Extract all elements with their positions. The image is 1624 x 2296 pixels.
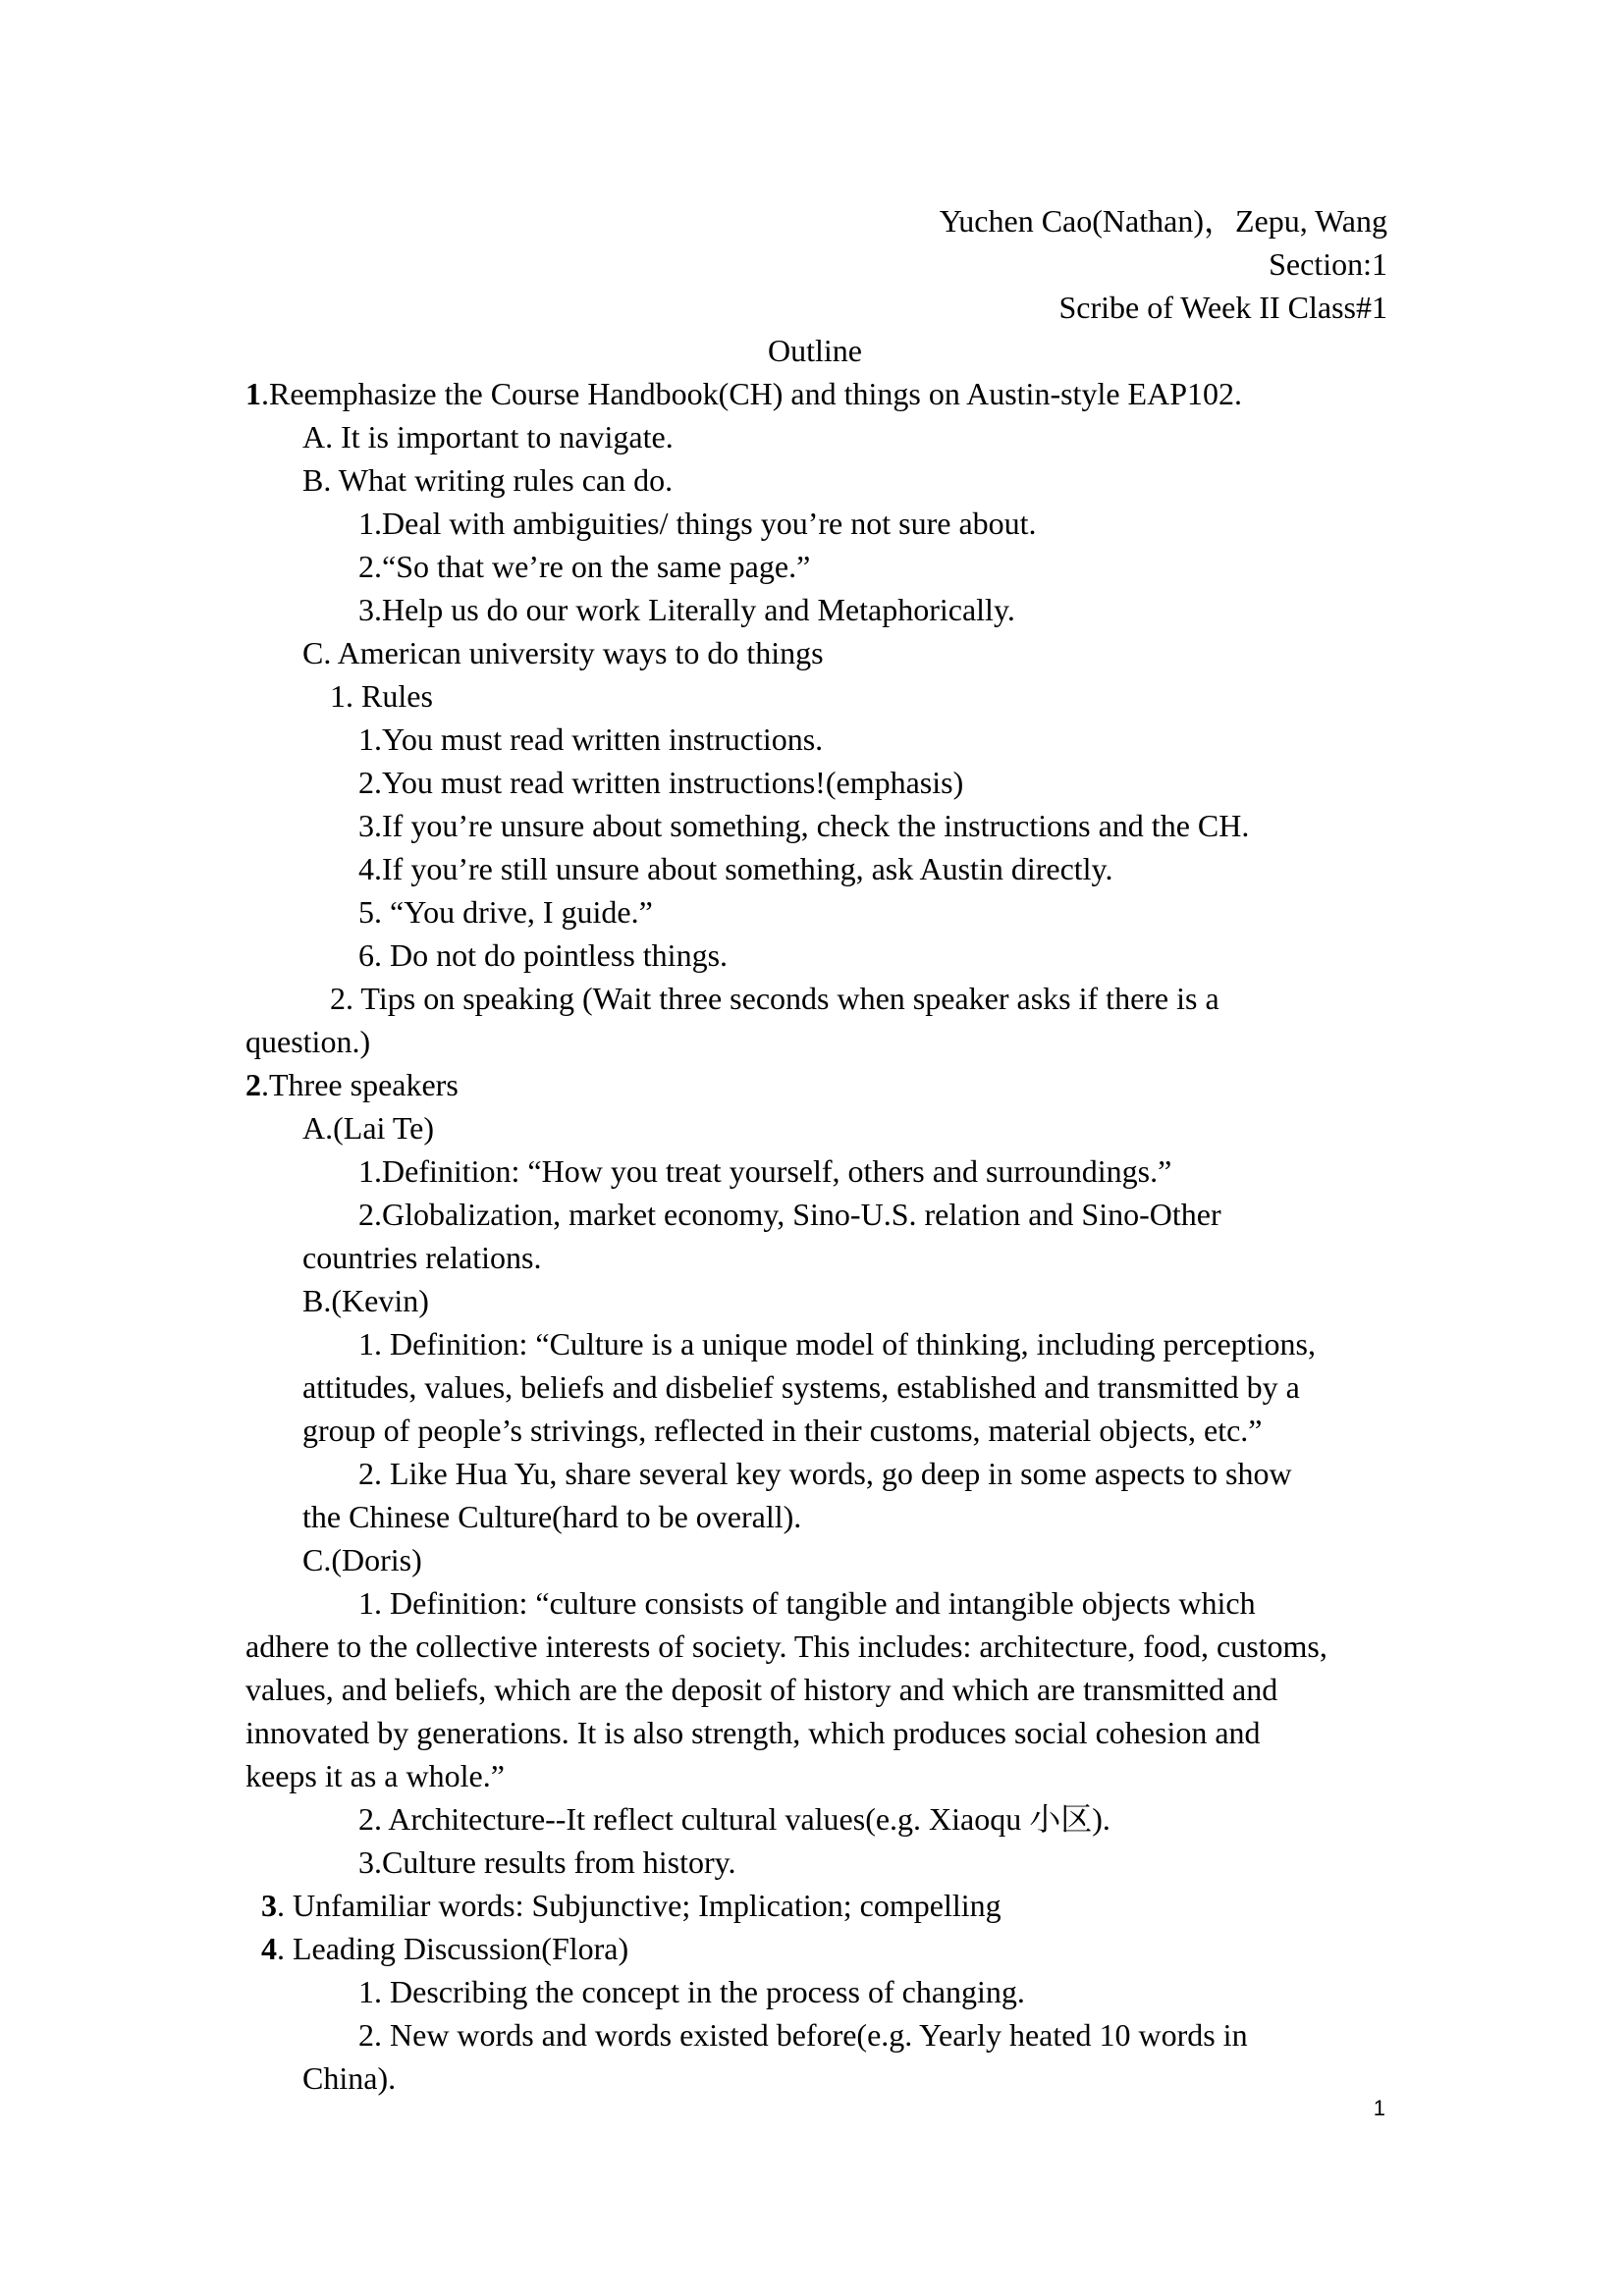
outline-item: question.)	[245, 1024, 371, 1059]
outline-item: 1. Definition: “Culture is a unique model of thinking, including perceptions,	[358, 1326, 1316, 1362]
outline-item: 2. Like Hua Yu, share several key words, go deep in some aspects to show	[358, 1456, 1292, 1491]
outline-item: 2. Tips on speaking (Wait three seconds when speaker asks if there is a	[330, 981, 1219, 1016]
outline-item: 4.If you’re still unsure about something, ask Austin directly.	[358, 851, 1113, 886]
page-number: 1	[1373, 2096, 1385, 2120]
outline-item: 5. “You drive, I guide.”	[358, 894, 653, 930]
outline-item: 1.Definition: “How you treat yourself, others and surroundings.”	[358, 1153, 1172, 1189]
outline-item: 1. Rules	[330, 678, 433, 714]
outline-item: C.(Doris)	[302, 1542, 422, 1577]
heading-number: 4	[261, 1931, 277, 1966]
outline-heading-2: 2.Three speakers	[245, 1067, 459, 1102]
outline-item: China).	[302, 2060, 397, 2096]
outline-heading-4: 4. Leading Discussion(Flora)	[261, 1931, 629, 1966]
outline-item: 3.Help us do our work Literally and Metaphorically.	[358, 592, 1015, 627]
heading-number: 2	[245, 1067, 261, 1102]
outline-item: C. American university ways to do things	[302, 635, 824, 670]
outline-heading-3: 3. Unfamiliar words: Subjunctive; Implication; compelling	[261, 1888, 1001, 1923]
outline-item: the Chinese Culture(hard to be overall).	[302, 1499, 802, 1534]
outline-item: values, and beliefs, which are the deposit of history and which are transmitted and	[245, 1672, 1278, 1707]
page-title: Outline	[768, 333, 862, 368]
outline-item: 2. New words and words existed before(e.g. Yearly heated 10 words in	[358, 2017, 1248, 2053]
outline-item: innovated by generations. It is also strength, which produces social cohesion and	[245, 1715, 1261, 1750]
outline-item: group of people’s strivings, reflected in their customs, material objects, etc.”	[302, 1413, 1263, 1448]
outline-heading-1: 1.Reemphasize the Course Handbook(CH) and things on Austin-style EAP102.	[245, 376, 1242, 411]
section-line: Section:1	[1269, 246, 1387, 282]
outline-item: B.(Kevin)	[302, 1283, 429, 1318]
author-line: Yuchen Cao(Nathan)，Zepu, Wang	[939, 203, 1387, 239]
outline-item: 1.Deal with ambiguities/ things you’re not sure about.	[358, 506, 1037, 541]
outline-item: 3.If you’re unsure about something, check the instructions and the CH.	[358, 808, 1250, 843]
scribe-line: Scribe of Week II Class#1	[1058, 290, 1387, 325]
outline-item: A.(Lai Te)	[302, 1110, 434, 1146]
outline-item: 2.Globalization, market economy, Sino-U.S. relation and Sino-Other	[358, 1197, 1221, 1232]
heading-number: 3	[261, 1888, 277, 1923]
outline-item: 1. Definition: “culture consists of tangible and intangible objects which	[358, 1585, 1256, 1621]
heading-number: 1	[245, 376, 261, 411]
outline-item: keeps it as a whole.”	[245, 1758, 505, 1793]
outline-item: 6. Do not do pointless things.	[358, 937, 729, 973]
outline-item: 2.You must read written instructions!(emphasis)	[358, 765, 964, 800]
outline-item: 3.Culture results from history.	[358, 1844, 736, 1880]
outline-item: A. It is important to navigate.	[302, 419, 674, 454]
outline-item: attitudes, values, beliefs and disbelief systems, established and transmitted by a	[302, 1369, 1300, 1405]
outline-item: 1. Describing the concept in the process of changing.	[358, 1974, 1025, 2009]
outline-item: B. What writing rules can do.	[302, 462, 674, 498]
outline-item: 2.“So that we’re on the same page.”	[358, 549, 811, 584]
outline-item: adhere to the collective interests of society. This includes: architecture, food, customs,	[245, 1629, 1327, 1664]
outline-item: 2. Architecture--It reflect cultural values(e.g. Xiaoqu 小区).	[358, 1801, 1110, 1837]
outline-item: countries relations.	[302, 1240, 542, 1275]
outline-item: 1.You must read written instructions.	[358, 721, 824, 757]
